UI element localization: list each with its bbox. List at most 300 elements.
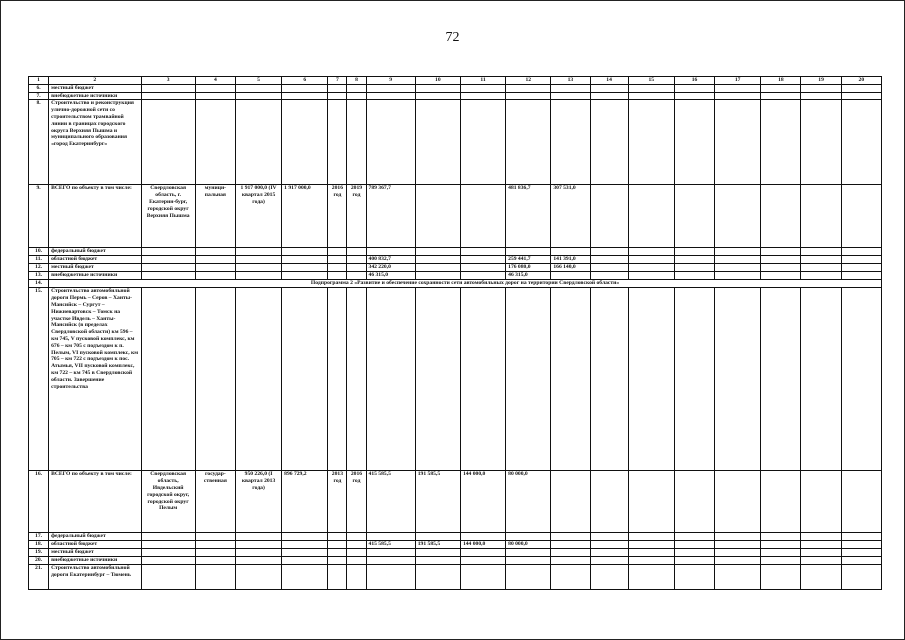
cell-col-4 [195, 84, 235, 92]
row-number: 14. [29, 280, 49, 288]
cell-col-9: 46 315,0 [366, 272, 415, 280]
cell-col-17 [715, 541, 761, 549]
cell-col-10 [415, 533, 460, 541]
cell-col-12 [506, 565, 551, 590]
cell-col-9 [366, 248, 415, 256]
cell-col-4 [195, 541, 235, 549]
cell-col-11 [460, 565, 505, 590]
row-number: 8. [29, 100, 49, 185]
row-number: 12. [29, 264, 49, 272]
table-row [29, 272, 882, 280]
header-cell: 12 [506, 77, 551, 85]
header-cell: 1 [29, 77, 49, 85]
cell-col-14 [590, 272, 628, 280]
row-number: 7. [29, 92, 49, 100]
cell-col-16 [674, 557, 714, 565]
cell-col-4 [195, 256, 235, 264]
cell-col-17 [715, 533, 761, 541]
cell-col-18 [761, 100, 801, 185]
cell-col-15 [628, 264, 674, 272]
cell-col-10 [415, 84, 460, 92]
cell-col-15 [628, 248, 674, 256]
cell-col-15 [628, 272, 674, 280]
cell-col-7: 2013 год [328, 471, 347, 533]
cell-col-15 [628, 541, 674, 549]
header-cell: 7 [328, 77, 347, 85]
cell-col-14 [590, 541, 628, 549]
table-row [29, 100, 882, 185]
row-label: федеральный бюджет [49, 533, 141, 541]
cell-col-13 [551, 533, 590, 541]
cell-col-13 [551, 100, 590, 185]
cell-col-11: 144 000,0 [460, 541, 505, 549]
cell-col-12 [506, 84, 551, 92]
cell-col-19 [801, 256, 841, 264]
cell-col-17 [715, 288, 761, 471]
cell-col-12: 80 000,0 [506, 471, 551, 533]
cell-col-5 [235, 264, 281, 272]
cell-col-8 [347, 557, 366, 565]
table-row [29, 541, 882, 549]
cell-col-9: 789 367,7 [366, 185, 415, 248]
table-row [29, 533, 882, 541]
cell-col-20 [841, 264, 881, 272]
cell-col-6 [282, 248, 328, 256]
header-row [29, 77, 882, 85]
cell-col-8 [347, 100, 366, 185]
cell-col-7 [328, 565, 347, 590]
cell-col-12: 46 315,0 [506, 272, 551, 280]
cell-col-17 [715, 248, 761, 256]
cell-col-13: 307 531,0 [551, 185, 590, 248]
cell-col-7 [328, 541, 347, 549]
cell-col-11 [460, 185, 505, 248]
row-label: ВСЕГО по объекту в том числе: [49, 471, 141, 533]
cell-col-10 [415, 272, 460, 280]
cell-col-17 [715, 272, 761, 280]
cell-col-10 [415, 256, 460, 264]
row-number: 17. [29, 533, 49, 541]
cell-col-12 [506, 557, 551, 565]
cell-col-14 [590, 565, 628, 590]
cell-col-9: 400 832,7 [366, 256, 415, 264]
cell-col-9: 415 585,5 [366, 541, 415, 549]
cell-col-17 [715, 100, 761, 185]
cell-col-18 [761, 256, 801, 264]
table-row [29, 92, 882, 100]
cell-col-13 [551, 549, 590, 557]
cell-col-9 [366, 100, 415, 185]
cell-col-6 [282, 92, 328, 100]
cell-col-3 [141, 272, 195, 280]
cell-col-12: 80 000,0 [506, 541, 551, 549]
header-cell: 8 [347, 77, 366, 85]
row-label: местный бюджет [49, 549, 141, 557]
table-row [29, 565, 882, 590]
table-row [29, 248, 882, 256]
cell-col-8 [347, 549, 366, 557]
cell-col-6 [282, 264, 328, 272]
cell-col-7 [328, 264, 347, 272]
cell-col-20 [841, 565, 881, 590]
cell-col-14 [590, 84, 628, 92]
cell-col-7 [328, 557, 347, 565]
cell-col-15 [628, 256, 674, 264]
cell-col-10 [415, 565, 460, 590]
cell-col-5 [235, 533, 281, 541]
cell-col-16 [674, 541, 714, 549]
table-row [29, 256, 882, 264]
cell-col-8 [347, 264, 366, 272]
table-row [29, 471, 882, 533]
cell-col-18 [761, 92, 801, 100]
cell-col-7 [328, 100, 347, 185]
cell-col-13 [551, 541, 590, 549]
table-row [29, 280, 882, 288]
cell-col-4 [195, 549, 235, 557]
row-label: местный бюджет [49, 84, 141, 92]
cell-col-19 [801, 557, 841, 565]
cell-col-11 [460, 264, 505, 272]
cell-col-13: 166 140,0 [551, 264, 590, 272]
cell-col-5 [235, 557, 281, 565]
cell-col-10 [415, 185, 460, 248]
cell-col-13 [551, 92, 590, 100]
cell-col-18 [761, 264, 801, 272]
cell-col-8 [347, 248, 366, 256]
cell-col-4: муници-пальная [195, 185, 235, 248]
cell-col-6 [282, 557, 328, 565]
cell-col-16 [674, 471, 714, 533]
row-label: внебюджетные источники [49, 92, 141, 100]
cell-col-19 [801, 248, 841, 256]
cell-col-20 [841, 100, 881, 185]
table-row [29, 264, 882, 272]
cell-col-12 [506, 533, 551, 541]
cell-col-11 [460, 100, 505, 185]
header-cell: 2 [49, 77, 141, 85]
cell-col-10 [415, 557, 460, 565]
cell-col-7 [328, 256, 347, 264]
header-cell: 6 [282, 77, 328, 85]
cell-col-4 [195, 100, 235, 185]
cell-col-14 [590, 248, 628, 256]
cell-col-20 [841, 256, 881, 264]
cell-col-18 [761, 272, 801, 280]
cell-col-9 [366, 84, 415, 92]
cell-col-20 [841, 471, 881, 533]
header-cell: 3 [141, 77, 195, 85]
cell-col-13 [551, 471, 590, 533]
cell-col-20 [841, 549, 881, 557]
cell-col-16 [674, 272, 714, 280]
cell-col-4 [195, 288, 235, 471]
cell-col-13 [551, 248, 590, 256]
header-cell: 15 [628, 77, 674, 85]
cell-col-14 [590, 100, 628, 185]
cell-col-6 [282, 533, 328, 541]
cell-col-3 [141, 264, 195, 272]
cell-col-20 [841, 272, 881, 280]
row-number: 16. [29, 471, 49, 533]
cell-col-17 [715, 264, 761, 272]
header-cell: 20 [841, 77, 881, 85]
header-cell: 14 [590, 77, 628, 85]
cell-col-4 [195, 92, 235, 100]
cell-col-15 [628, 565, 674, 590]
cell-col-3 [141, 557, 195, 565]
cell-col-14 [590, 288, 628, 471]
cell-col-5 [235, 272, 281, 280]
cell-col-15 [628, 471, 674, 533]
cell-col-11 [460, 557, 505, 565]
cell-col-11 [460, 272, 505, 280]
row-label: областной бюджет [49, 541, 141, 549]
subprogram-title: Подпрограмма 2 «Развитие и обеспечение сохранности сети автомобильных дорог на территории Свердловской области» [49, 280, 882, 288]
row-number: 21. [29, 565, 49, 590]
cell-col-3 [141, 288, 195, 471]
cell-col-10 [415, 248, 460, 256]
cell-col-5 [235, 84, 281, 92]
header-cell: 4 [195, 77, 235, 85]
cell-col-16 [674, 84, 714, 92]
cell-col-6 [282, 549, 328, 557]
header-cell: 13 [551, 77, 590, 85]
cell-col-10: 191 585,5 [415, 471, 460, 533]
cell-col-18 [761, 84, 801, 92]
cell-col-8 [347, 272, 366, 280]
cell-col-3: Свердловская область, г. Екатерин-бург, городской округ Верхняя Пышма [141, 185, 195, 248]
cell-col-17 [715, 557, 761, 565]
cell-col-15 [628, 557, 674, 565]
cell-col-8 [347, 541, 366, 549]
cell-col-11 [460, 533, 505, 541]
cell-col-6: 1 917 000,0 [282, 185, 328, 248]
cell-col-12 [506, 288, 551, 471]
cell-col-5 [235, 256, 281, 264]
table-row [29, 185, 882, 248]
cell-col-14 [590, 185, 628, 248]
cell-col-4 [195, 533, 235, 541]
cell-col-4: государ-ственная [195, 471, 235, 533]
cell-col-19 [801, 471, 841, 533]
cell-col-3 [141, 533, 195, 541]
cell-col-15 [628, 84, 674, 92]
cell-col-10 [415, 100, 460, 185]
cell-col-5: 1 917 000,0 (IV квартал 2015 года) [235, 185, 281, 248]
cell-col-15 [628, 185, 674, 248]
row-label: Строительство автомобильной дороги Екатеринбург – Тюмень [49, 565, 141, 590]
cell-col-17 [715, 84, 761, 92]
cell-col-7 [328, 533, 347, 541]
cell-col-3 [141, 100, 195, 185]
cell-col-3 [141, 549, 195, 557]
row-label: местный бюджет [49, 264, 141, 272]
cell-col-4 [195, 565, 235, 590]
cell-col-15 [628, 100, 674, 185]
cell-col-19 [801, 264, 841, 272]
cell-col-7 [328, 248, 347, 256]
cell-col-20 [841, 185, 881, 248]
cell-col-10: 191 585,5 [415, 541, 460, 549]
cell-col-17 [715, 185, 761, 248]
cell-col-19 [801, 541, 841, 549]
cell-col-6 [282, 256, 328, 264]
row-label: Строительство и реконструкция улично-дорожной сети со строительством трамвайной линии в границах городского округа Верхняя Пышма и муниципального образования «город Екатеринбург» [49, 100, 141, 185]
cell-col-3 [141, 92, 195, 100]
cell-col-3 [141, 84, 195, 92]
row-label: областной бюджет [49, 256, 141, 264]
cell-col-16 [674, 533, 714, 541]
cell-col-19 [801, 565, 841, 590]
cell-col-13 [551, 272, 590, 280]
row-number: 20. [29, 557, 49, 565]
header-cell: 9 [366, 77, 415, 85]
cell-col-8 [347, 84, 366, 92]
cell-col-12 [506, 549, 551, 557]
cell-col-18 [761, 557, 801, 565]
cell-col-11 [460, 248, 505, 256]
cell-col-12: 259 441,7 [506, 256, 551, 264]
cell-col-18 [761, 549, 801, 557]
cell-col-9: 342 220,0 [366, 264, 415, 272]
cell-col-9 [366, 565, 415, 590]
cell-col-19 [801, 272, 841, 280]
row-number: 6. [29, 84, 49, 92]
cell-col-3 [141, 565, 195, 590]
cell-col-14 [590, 471, 628, 533]
cell-col-13 [551, 565, 590, 590]
cell-col-7 [328, 549, 347, 557]
header-cell: 19 [801, 77, 841, 85]
cell-col-8: 2019 год [347, 185, 366, 248]
cell-col-5: 950 226,0 (I квартал 2013 года) [235, 471, 281, 533]
cell-col-6 [282, 100, 328, 185]
table-row [29, 557, 882, 565]
cell-col-14 [590, 256, 628, 264]
cell-col-16 [674, 288, 714, 471]
cell-col-7 [328, 92, 347, 100]
cell-col-16 [674, 185, 714, 248]
cell-col-14 [590, 549, 628, 557]
cell-col-20 [841, 288, 881, 471]
cell-col-20 [841, 92, 881, 100]
cell-col-16 [674, 256, 714, 264]
cell-col-5 [235, 288, 281, 471]
row-label: Строительство автомобильной дороги Пермь – Серов – Ханты-Мансийск – Сургут – Нижневартовск – Томск на участке Ивдель – Ханты-Мансийск (в пределах Свердловской области) км 596 – км 745, V пусковой комплекс, км 676 – км 705 с подъездом к п. Пелым, VI пусковой комплекс, км 705 – км 722 с подъездом к пос. Атымья, VII пусковой комплекс, км 722 – км 745 в Свердловской области. Завершение строительства [49, 288, 141, 471]
cell-col-11 [460, 92, 505, 100]
cell-col-9: 415 585,5 [366, 471, 415, 533]
cell-col-6 [282, 565, 328, 590]
cell-col-13 [551, 557, 590, 565]
cell-col-20 [841, 84, 881, 92]
cell-col-18 [761, 185, 801, 248]
cell-col-7 [328, 288, 347, 471]
cell-col-6: 896 729,2 [282, 471, 328, 533]
cell-col-17 [715, 92, 761, 100]
cell-col-11 [460, 256, 505, 264]
cell-col-7 [328, 84, 347, 92]
cell-col-12 [506, 248, 551, 256]
cell-col-5 [235, 541, 281, 549]
cell-col-8 [347, 533, 366, 541]
cell-col-9 [366, 288, 415, 471]
row-number: 19. [29, 549, 49, 557]
cell-col-12: 481 836,7 [506, 185, 551, 248]
cell-col-5 [235, 100, 281, 185]
cell-col-13 [551, 288, 590, 471]
budget-table [28, 76, 882, 590]
cell-col-5 [235, 565, 281, 590]
cell-col-10 [415, 549, 460, 557]
table-row [29, 288, 882, 471]
cell-col-4 [195, 272, 235, 280]
cell-col-10 [415, 92, 460, 100]
cell-col-14 [590, 533, 628, 541]
table-row [29, 84, 882, 92]
row-label: ВСЕГО по объекту в том числе: [49, 185, 141, 248]
cell-col-20 [841, 557, 881, 565]
cell-col-20 [841, 533, 881, 541]
cell-col-16 [674, 565, 714, 590]
cell-col-19 [801, 185, 841, 248]
cell-col-8 [347, 256, 366, 264]
cell-col-8 [347, 92, 366, 100]
cell-col-8 [347, 288, 366, 471]
cell-col-15 [628, 288, 674, 471]
cell-col-6 [282, 541, 328, 549]
header-cell: 16 [674, 77, 714, 85]
cell-col-12: 176 080,0 [506, 264, 551, 272]
row-number: 18. [29, 541, 49, 549]
cell-col-9 [366, 557, 415, 565]
cell-col-7 [328, 272, 347, 280]
cell-col-8 [347, 565, 366, 590]
header-cell: 17 [715, 77, 761, 85]
cell-col-5 [235, 549, 281, 557]
cell-col-19 [801, 533, 841, 541]
table-row [29, 549, 882, 557]
cell-col-19 [801, 549, 841, 557]
cell-col-18 [761, 471, 801, 533]
cell-col-6 [282, 288, 328, 471]
row-label: федеральный бюджет [49, 248, 141, 256]
cell-col-9 [366, 533, 415, 541]
cell-col-4 [195, 557, 235, 565]
cell-col-17 [715, 549, 761, 557]
cell-col-18 [761, 565, 801, 590]
cell-col-14 [590, 92, 628, 100]
header-cell: 10 [415, 77, 460, 85]
cell-col-19 [801, 100, 841, 185]
cell-col-17 [715, 471, 761, 533]
cell-col-20 [841, 248, 881, 256]
cell-col-16 [674, 100, 714, 185]
cell-col-18 [761, 541, 801, 549]
cell-col-10 [415, 288, 460, 471]
cell-col-3 [141, 248, 195, 256]
row-label: внебюджетные источники [49, 557, 141, 565]
cell-col-18 [761, 533, 801, 541]
row-number: 15. [29, 288, 49, 471]
cell-col-9 [366, 549, 415, 557]
cell-col-11 [460, 84, 505, 92]
page-number: 72 [445, 30, 460, 45]
row-number: 13. [29, 272, 49, 280]
cell-col-13 [551, 84, 590, 92]
cell-col-11 [460, 549, 505, 557]
cell-col-3 [141, 541, 195, 549]
